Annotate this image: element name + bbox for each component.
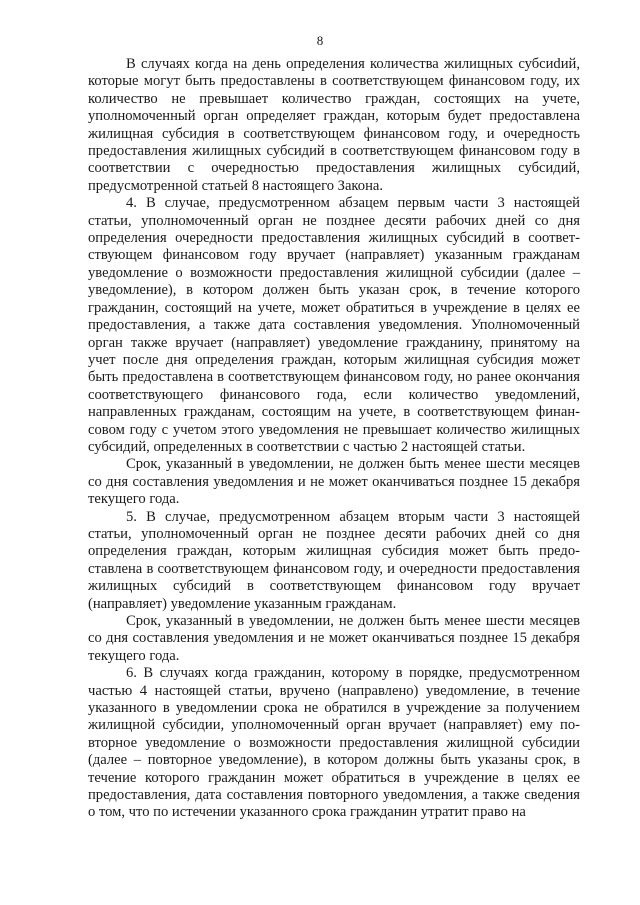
paragraph: 5. В случае, предусмотренном абзацем вторым части 3 настоящей статьи, уполномоченный орган не позднее десяти рабочих дней со дня определения граждан, которым жилищная субсидия может быть предоставлена в соответствующем финансовом году, и очередности предоставления жилищных субсидий в соответствующем финансовом году вручает (направляет) уведомление указанным гражданам. bbox=[88, 508, 580, 612]
body-text bbox=[88, 56, 580, 822]
paragraph: В случаях когда на день определения количества жилищных субсиdий, которые могут быть предоставлены в соответствующем финансовом году, их количество не превышает количество граждан, состоящих на учете, уполномоченный орган определяет граждан, которым будет предоставлена жилищная субсидия в соответствующем финансовом году, и очередность предоставления жилищных субсидий в соответствующем финансовом году в соответствии с очередностью предоставления жилищных субсидий, предусмотренной статьей 8 настоящего Закона. bbox=[88, 56, 580, 194]
paragraph: 6. В случаях когда гражданин, которому в порядке, предусмотренном частью 4 настоящей статьи, вручено (направлено) уведомление, в течение указанного в уведомлении срока не обратился в учреждение за получением жилищной субсидии, уполномоченный орган вручает (направляет) ему повторное уведомление о возможности предоставления жилищной субсидии (далее – повторное уведомление), в котором должны быть указаны срок, в течение которого гражданин может обратиться в учреждение в целях ее предоставления, дата составления повторного уведомления, а также сведения о том, что по истечении указанного срока гражданин утратит право на bbox=[88, 665, 580, 821]
page-number: 8 bbox=[316, 33, 324, 48]
paragraph: Срок, указанный в уведомлении, не должен быть менее шести месяцев со дня составления уведомления и не может оканчиваться позднее 15 декабря текущего года. bbox=[88, 613, 580, 664]
paragraph: Срок, указанный в уведомлении, не должен быть менее шести месяцев со дня составления уведомления и не может оканчиваться позднее 15 декабря текущего года. bbox=[88, 456, 580, 508]
paragraph: 4. В случае, предусмотренном абзацем первым части 3 настоящей статьи, уполномоченный орган не позднее десяти рабочих дней со дня определения очередности предоставления жилищных субсидий в соответствующем финансовом году вручает (направляет) указанным гражданам уведомление о возможности предоставления жилищной субсидии (далее – уведомление), в котором должен быть указан срок, в течение которого гражданин, состоящий на учете, может обратиться в учреждение в целях ее предоставления, а также дата составления уведомления. Уполномоченный орган также вручает (направляет) уведомление гражданину, принятому на учет после дня определения граждан, которым жилищная субсидия может быть предоставлена в соответствующем финансовом году, но ранее окончания соответствующего финансового года, если количество уведомлений, направленных гражданам, состоящим на учете, в соответствующем финансовом году с учетом этого уведомления не превышает количество жилищных субсидий, определенных в соответствии с частью 2 настоящей статьи. bbox=[88, 195, 580, 455]
